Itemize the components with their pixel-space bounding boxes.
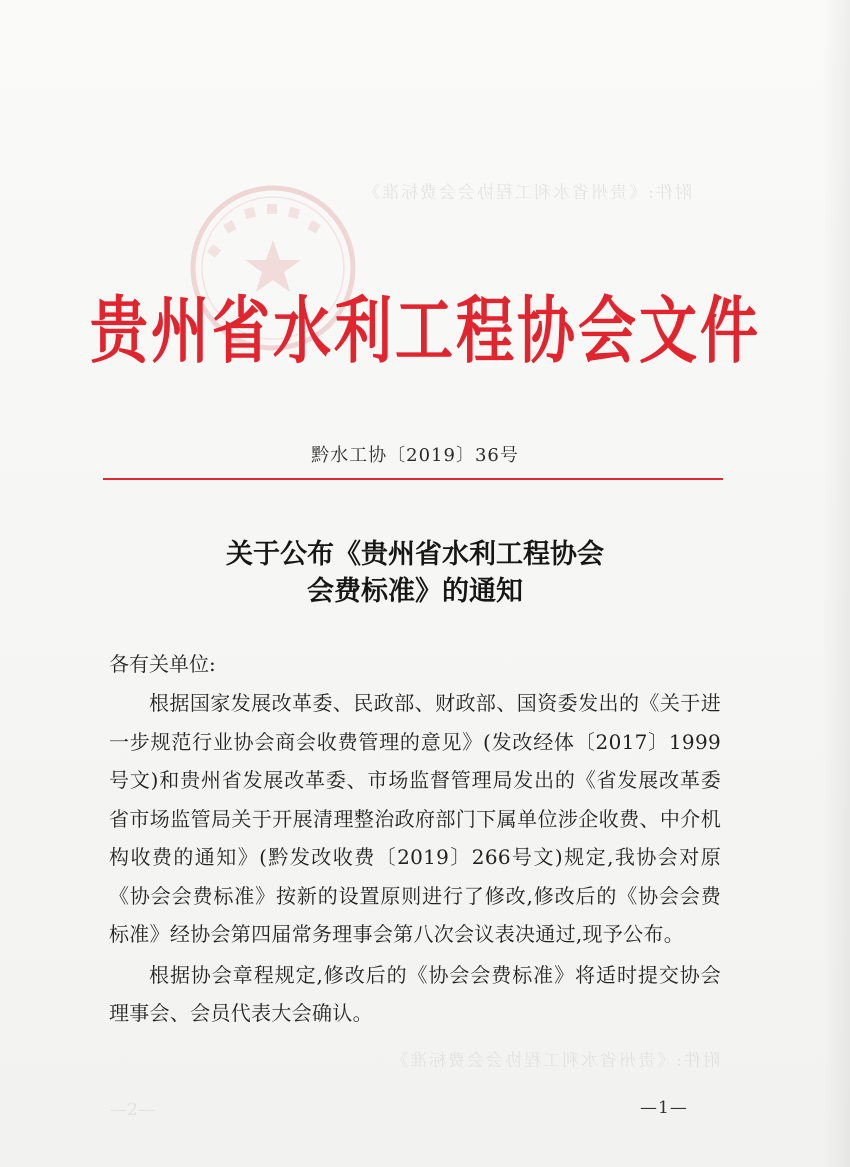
reverse-show-through-bottom: 附件:《贵州省水利工程协会会费标准》: [389, 1051, 720, 1071]
red-divider-line: [103, 478, 723, 480]
reverse-show-through-top: 附件:《贵州省水利工程协会会费标准》: [361, 183, 692, 203]
salutation: 各有关单位:: [109, 652, 216, 676]
document-header: 贵州省水利工程协会文件: [90, 288, 762, 374]
reverse-page-number-ghost: —2—: [110, 1100, 155, 1120]
notice-title-line-1: 关于公布《贵州省水利工程协会: [226, 539, 604, 570]
document-number: 黔水工协〔2019〕36号: [311, 445, 519, 466]
notice-title: [0, 536, 830, 610]
page-number: —1—: [640, 1098, 688, 1118]
body-paragraph-1: 根据国家发展改革委、民政部、财政部、国资委发出的《关于进一步规范行业协会商会收费管理的意见》(发改经体〔2017〕1999号文)和贵州省发展改革委、市场监督管理局发出的《省发展改革委 省市场监管局关于开展清理整治政府部门下属单位涉企收费、中介机构收费的通知》(黔发改收费〔2019〕266号文)规定,我协会对原《协会会费标准》按新的设置原则进行了修改,修改后的《协会会费标准》经协会第四届常务理事会第八次会议表决通过,现予公布。: [109, 691, 721, 946]
body-text: [109, 684, 721, 1033]
notice-title-line-2: 会费标准》的通知: [307, 576, 523, 607]
body-paragraph-2: 根据协会章程规定,修改后的《协会会费标准》将适时提交协会理事会、会员代表大会确认。: [109, 962, 721, 1025]
